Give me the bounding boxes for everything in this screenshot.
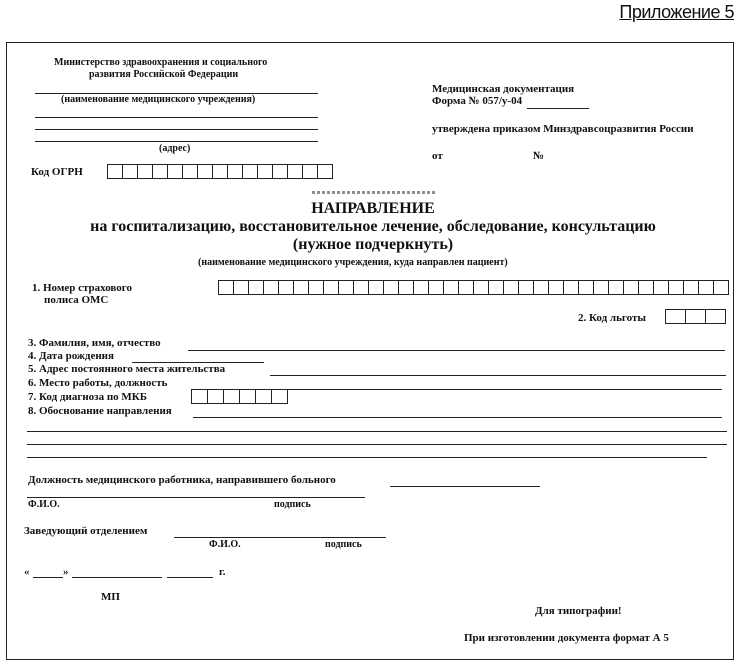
print-smudge: [312, 191, 436, 194]
signature-line-1: [27, 497, 365, 498]
justification-label: 8. Обоснование направления: [28, 405, 172, 417]
benefit-code-label: 2. Код льготы: [578, 312, 646, 324]
justification-line-3: [27, 444, 727, 445]
date-day-line: [33, 577, 63, 578]
year-suffix: г.: [219, 566, 226, 578]
printing-note: Для типографии!: [535, 605, 622, 617]
from-label: от: [432, 150, 443, 162]
form-purpose: на госпитализацию, восстановительное лечение, обследование, консультацию: [90, 218, 656, 235]
fio-caption-2: Ф.И.О.: [209, 539, 241, 550]
address-label: 5. Адрес постоянного места жительства: [28, 363, 226, 375]
format-note: При изготовлении документа формат А 5: [464, 632, 669, 644]
address-field-line: [270, 375, 726, 376]
full-name-label: 3. Фамилия, имя, отчество: [28, 337, 161, 349]
justification-line-1: [193, 417, 722, 418]
signature-caption: подпись: [274, 499, 311, 510]
policy-label-2: полиса ОМС: [44, 294, 109, 306]
ministry-line-1: Министерство здравоохранения и социального: [54, 57, 268, 68]
address-caption: (адрес): [159, 143, 191, 154]
address-line-1: [35, 117, 318, 118]
stamp-placeholder: МП: [101, 591, 120, 603]
head-signature-line: [174, 537, 386, 538]
form-title: НАПРАВЛЕНИЕ: [311, 200, 435, 217]
appendix-label: Приложение 5: [619, 2, 734, 22]
form-instruction: (нужное подчеркнуть): [292, 236, 454, 253]
position-line: [390, 486, 540, 487]
date-open-quote: «: [24, 566, 30, 578]
birth-date-label: 4. Дата рождения: [28, 350, 114, 362]
signature-caption-2: подпись: [325, 539, 362, 550]
ogrn-label: Код ОГРН: [31, 166, 83, 178]
justification-line-2: [27, 431, 727, 432]
policy-label-1: 1. Номер страхового: [32, 282, 133, 294]
workplace-label: 6. Место работы, должность: [28, 377, 168, 389]
date-close-quote: »: [63, 566, 69, 578]
head-of-department-label: Заведующий отделением: [24, 525, 148, 537]
date-year-line: [167, 577, 213, 578]
form-number: Форма № 057/у-04: [432, 95, 523, 107]
ogrn-boxes: [107, 164, 333, 179]
doc-type: Медицинская документация: [432, 83, 575, 95]
approved-by: утверждена приказом Минздравсоцразвития России: [432, 123, 694, 135]
institution-caption: (наименование медицинского учреждения): [61, 94, 256, 105]
icd-code-label: 7. Код диагноза по МКБ: [28, 391, 148, 403]
position-label: Должность медицинского работника, направившего больного: [28, 474, 336, 486]
fio-caption: Ф.И.О.: [28, 499, 60, 510]
date-month-line: [72, 577, 162, 578]
full-name-line: [188, 350, 725, 351]
ministry-line-2: развития Российской Федерации: [89, 69, 239, 80]
form-number-line: [527, 108, 589, 109]
number-sign: №: [533, 150, 545, 162]
icd-code-boxes: [191, 389, 288, 404]
benefit-code-boxes: [665, 309, 726, 324]
justification-line-4: [27, 457, 707, 458]
policy-boxes: [218, 280, 729, 295]
address-line-2: [35, 129, 318, 130]
address-line-3: [35, 141, 318, 142]
target-caption: (наименование медицинского учреждения, куда направлен пациент): [198, 257, 508, 268]
